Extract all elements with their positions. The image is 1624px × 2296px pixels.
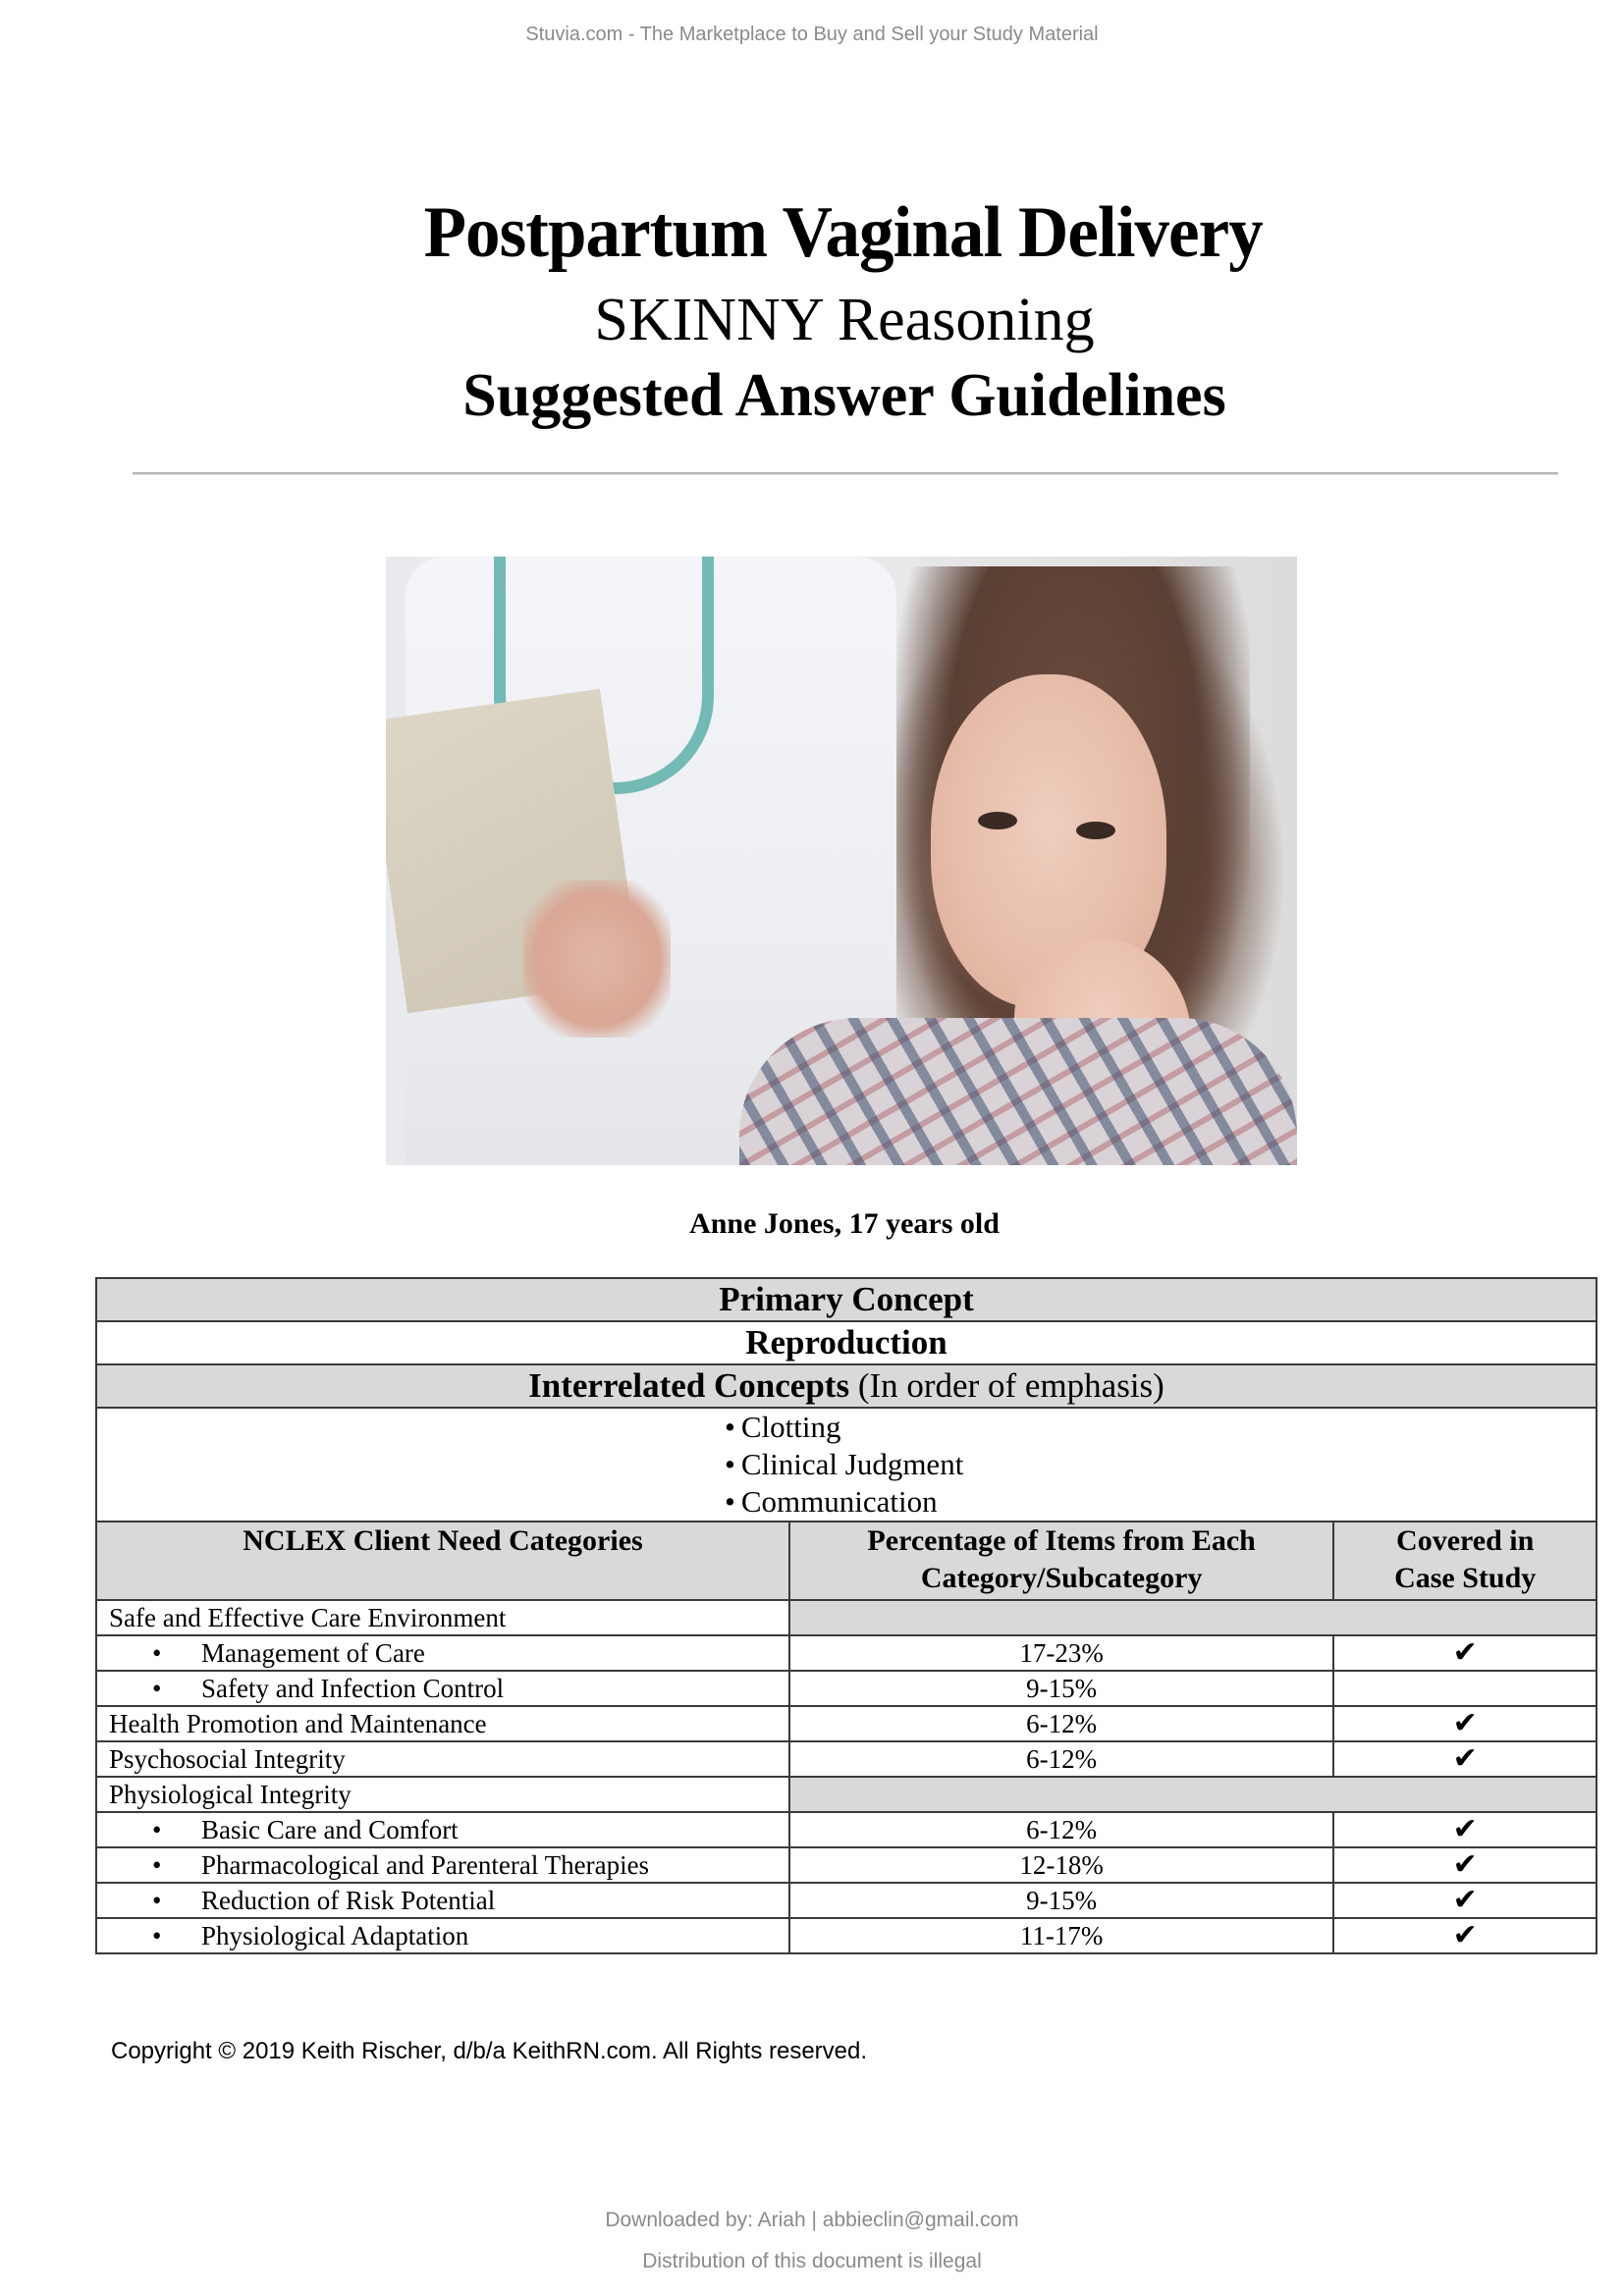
table-row <box>96 1812 1597 1847</box>
category-cell: Safe and Effective Care Environment <box>96 1600 789 1635</box>
document-title: Postpartum Vaginal Delivery <box>423 192 1263 273</box>
patient-photo <box>386 557 1297 1165</box>
percentage-cell: 9-15% <box>789 1883 1333 1918</box>
copyright-notice: Copyright © 2019 Keith Rischer, d/b/a KeithRN.com. All Rights reserved. <box>111 2038 868 2064</box>
interrelated-concepts-header-row <box>96 1364 1597 1408</box>
interrelated-concepts-list <box>725 1409 1019 1521</box>
checkmark-icon: ✔ <box>1333 1883 1597 1918</box>
subcategory-cell <box>96 1671 789 1706</box>
distribution-warning: Distribution of this document is illegal <box>642 2250 982 2272</box>
checkmark-icon: ✔ <box>1333 1741 1597 1777</box>
covered-cell-empty <box>1333 1671 1597 1706</box>
subcategory-label: Management of Care <box>201 1638 425 1668</box>
table-row <box>96 1741 1597 1777</box>
bullet-icon: • <box>152 1815 162 1844</box>
primary-concept-label: Primary Concept <box>96 1278 1597 1321</box>
primary-concept-header-row <box>96 1278 1597 1321</box>
column-header-percentage-line1: Percentage of Items from Each <box>867 1524 1256 1557</box>
checkmark-icon: ✔ <box>1333 1847 1597 1883</box>
interrelated-concepts-header <box>96 1364 1597 1408</box>
percentage-cell: 12-18% <box>789 1847 1333 1883</box>
interrelated-concepts-note: (In order of emphasis) <box>849 1366 1164 1405</box>
table-row <box>96 1918 1597 1953</box>
column-header-row <box>96 1522 1597 1600</box>
concept-item: • Clotting <box>725 1409 1019 1446</box>
table-row <box>96 1706 1597 1741</box>
bullet-icon: • <box>152 1921 162 1950</box>
photo-eye-left <box>978 812 1017 829</box>
concept-table <box>95 1277 1597 1954</box>
section-filler-cell <box>789 1777 1597 1812</box>
concept-item: • Communication <box>725 1483 1019 1521</box>
percentage-cell: 6-12% <box>789 1812 1333 1847</box>
table-row <box>96 1883 1597 1918</box>
percentage-cell: 6-12% <box>789 1706 1333 1741</box>
concept-item: • Clinical Judgment <box>725 1446 1019 1483</box>
subcategory-label: Basic Care and Comfort <box>201 1815 459 1844</box>
document-subtitle-guidelines: Suggested Answer Guidelines <box>462 362 1226 429</box>
checkmark-icon: ✔ <box>1333 1918 1597 1953</box>
subcategory-cell <box>96 1918 789 1953</box>
subcategory-cell <box>96 1812 789 1847</box>
bullet-icon: • <box>152 1850 162 1880</box>
subcategory-label: Physiological Adaptation <box>201 1921 469 1950</box>
document-subtitle: SKINNY Reasoning <box>594 287 1095 353</box>
interrelated-concepts-label: Interrelated Concepts <box>528 1366 850 1405</box>
patient-caption: Anne Jones, 17 years old <box>689 1207 1000 1240</box>
category-cell: Physiological Integrity <box>96 1777 789 1812</box>
bullet-icon: • <box>152 1886 162 1915</box>
column-header-percentage-line2: Category/Subcategory <box>920 1562 1203 1594</box>
column-header-covered <box>1333 1522 1597 1600</box>
column-header-covered-line2: Case Study <box>1394 1562 1537 1594</box>
table-row <box>96 1847 1597 1883</box>
downloaded-by-watermark: Downloaded by: Ariah | abbieclin@gmail.com <box>605 2209 1019 2231</box>
bullet-icon: • <box>152 1674 162 1703</box>
interrelated-concepts-cell <box>96 1408 1597 1522</box>
horizontal-divider <box>133 472 1558 475</box>
subcategory-cell <box>96 1847 789 1883</box>
table-row <box>96 1600 1597 1635</box>
primary-concept-value-row <box>96 1321 1597 1364</box>
bullet-icon: • <box>152 1638 162 1668</box>
column-header-percentage <box>789 1522 1333 1600</box>
table-row <box>96 1635 1597 1671</box>
subcategory-cell <box>96 1635 789 1671</box>
primary-concept-value: Reproduction <box>96 1321 1597 1364</box>
column-header-covered-line1: Covered in <box>1396 1524 1535 1557</box>
checkmark-icon: ✔ <box>1333 1635 1597 1671</box>
stuvia-watermark-header: Stuvia.com - The Marketplace to Buy and Sell your Study Material <box>525 24 1099 45</box>
photo-plaid-shirt <box>739 1018 1297 1165</box>
interrelated-concepts-row <box>96 1408 1597 1522</box>
percentage-cell: 6-12% <box>789 1741 1333 1777</box>
section-filler-cell <box>789 1600 1597 1635</box>
column-header-category-text: NCLEX Client Need Categories <box>243 1524 643 1557</box>
category-cell: Psychosocial Integrity <box>96 1741 789 1777</box>
subcategory-label: Pharmacological and Parenteral Therapies <box>201 1850 650 1880</box>
subcategory-label: Safety and Infection Control <box>201 1674 505 1703</box>
checkmark-icon: ✔ <box>1333 1706 1597 1741</box>
photo-doctor-hand <box>523 881 671 1038</box>
table-row <box>96 1777 1597 1812</box>
column-header-category <box>96 1522 789 1600</box>
percentage-cell: 17-23% <box>789 1635 1333 1671</box>
photo-eye-right <box>1076 822 1115 839</box>
category-cell: Health Promotion and Maintenance <box>96 1706 789 1741</box>
subcategory-cell <box>96 1883 789 1918</box>
table-row <box>96 1671 1597 1706</box>
percentage-cell: 9-15% <box>789 1671 1333 1706</box>
percentage-cell: 11-17% <box>789 1918 1333 1953</box>
checkmark-icon: ✔ <box>1333 1812 1597 1847</box>
subcategory-label: Reduction of Risk Potential <box>201 1886 496 1915</box>
